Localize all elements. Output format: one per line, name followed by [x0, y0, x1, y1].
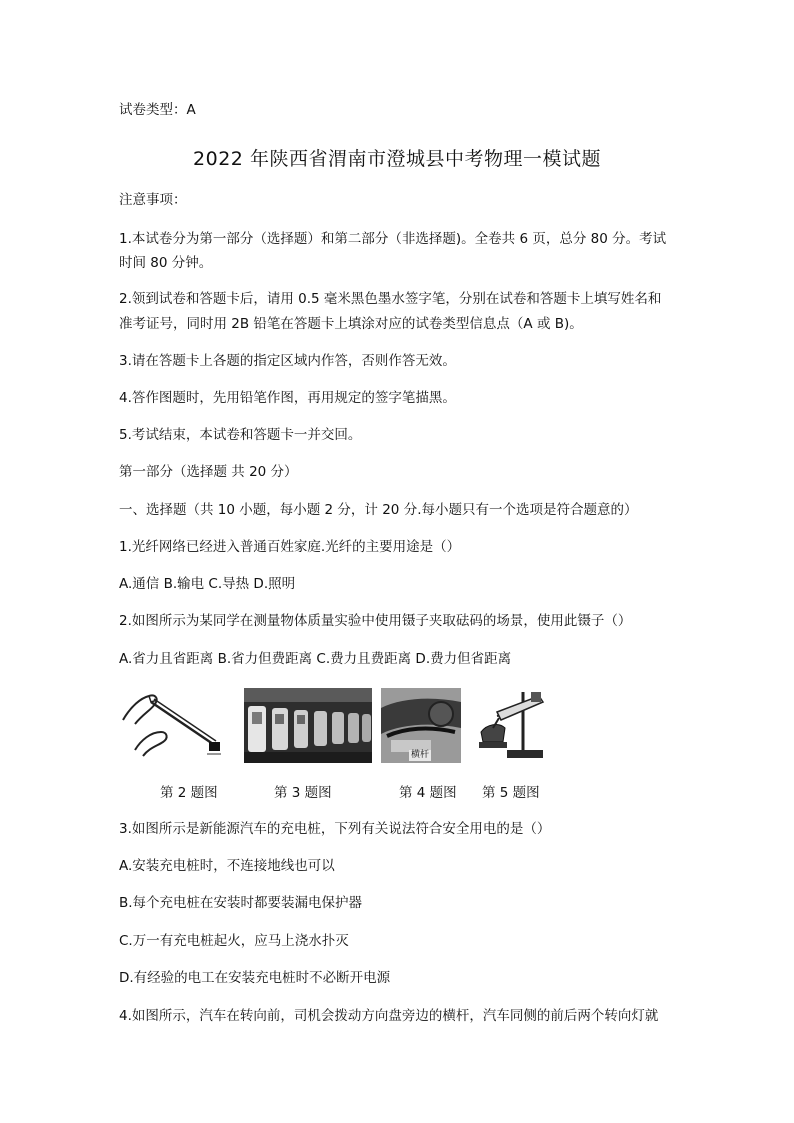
figure-5-lab-stand: [477, 688, 547, 760]
question-3-option: D.有经验的电工在安装充电桩时不必断开电源: [119, 970, 391, 986]
notice-line: 4.答作图题时，先用铅笔作图，再用规定的签字笔描黑。: [119, 390, 456, 406]
figure-5-caption: 第 5 题图: [482, 785, 540, 801]
question-1-stem: 1.光纤网络已经进入普通百姓家庭.光纤的主要用途是（）: [119, 539, 461, 555]
figure-3-charging-stations: [244, 688, 372, 763]
question-3-option: C.万一有充电桩起火，应马上浇水扑灭: [119, 933, 349, 949]
question-4-stem: 4.如图所示，汽车在转向前，司机会拨动方向盘旁边的横杆，汽车同侧的前后两个转向灯就: [119, 1008, 659, 1024]
notice-line: 准考证号，同时用 2B 铅笔在答题卡上填涂对应的试卷类型信息点（A 或 B)。: [119, 316, 583, 332]
figure-2-tweezers: [121, 688, 222, 760]
tweezers-hand-icon: [121, 688, 222, 760]
section-heading: 一、选择题（共 10 小题，每小题 2 分，计 20 分.每小题只有一个选项是符合题意的）: [119, 502, 638, 518]
figure-4-caption: 第 4 题图: [399, 785, 457, 801]
part-heading: 第一部分（选择题 共 20 分）: [119, 464, 298, 480]
question-3-stem: 3.如图所示是新能源汽车的充电桩，下列有关说法符合安全用电的是（）: [119, 821, 551, 837]
notice-line: 5.考试结束，本试卷和答题卡一并交回。: [119, 427, 362, 443]
figure-4-label: 横杆: [411, 750, 430, 760]
figure-2-caption: 第 2 题图: [160, 785, 218, 801]
charging-station-icon: [244, 688, 372, 763]
notice-line: 1.本试卷分为第一部分（选择题）和第二部分（非选择题)。全卷共 6 页，总分 80 分。考试: [119, 231, 667, 247]
notice-line: 2.领到试卷和答题卡后，请用 0.5 毫米黑色墨水签字笔，分别在试卷和答题卡上填写姓名和: [119, 291, 662, 307]
lab-stand-icon: [477, 688, 547, 760]
paper-type: 试卷类型：A: [119, 102, 196, 118]
notice-line: 3.请在答题卡上各题的指定区域内作答，否则作答无效。: [119, 353, 456, 369]
question-1-options: A.通信 B.输电 C.导热 D.照明: [119, 576, 296, 592]
figure-3-caption: 第 3 题图: [274, 785, 332, 801]
figure-4-turn-lever: [381, 688, 461, 763]
notice-line: 时间 80 分钟。: [119, 255, 213, 271]
page-title: 2022 年陕西省渭南市澄城县中考物理一模试题: [193, 148, 601, 170]
question-2-stem: 2.如图所示为某同学在测量物体质量实验中使用镊子夹取砝码的场景，使用此镊子（）: [119, 613, 632, 629]
question-2-options: A.省力且省距离 B.省力但费距离 C.费力且费距离 D.费力但省距离: [119, 651, 512, 667]
question-3-option: B.每个充电桩在安装时都要装漏电保护器: [119, 895, 363, 911]
notice-heading: 注意事项：: [119, 192, 187, 208]
question-3-option: A.安装充电桩时，不连接地线也可以: [119, 858, 335, 874]
